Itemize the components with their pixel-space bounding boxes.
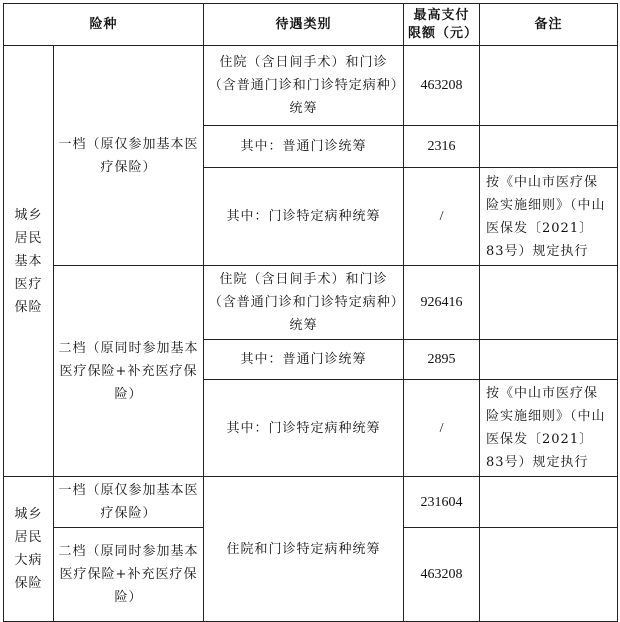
benefit-type-cell: 其中：门诊特定病种统筹	[204, 168, 404, 266]
table-row	[4, 477, 618, 528]
remark-cell	[480, 528, 618, 622]
payment-limit-cell: 463208	[404, 528, 480, 622]
critical-tier2-label: 二档（原同时参加基本医疗保险+补充医疗保险）	[54, 528, 204, 622]
table-row	[4, 266, 618, 340]
insurance-benefit-table	[3, 3, 618, 622]
payment-limit-cell: /	[404, 380, 480, 477]
basic-tier2-label: 二档（原同时参加基本医疗保险+补充医疗保险）	[54, 266, 204, 477]
benefit-type-cell: 住院（含日间手术）和门诊（含普通门诊和门诊特定病种）统筹	[204, 266, 404, 340]
benefit-type-cell: 其中：门诊特定病种统筹	[204, 380, 404, 477]
header-remarks: 备注	[480, 4, 618, 46]
payment-limit-cell: 2895	[404, 340, 480, 380]
payment-limit-cell: 231604	[404, 477, 480, 528]
payment-limit-cell: /	[404, 168, 480, 266]
remark-cell	[480, 477, 618, 528]
header-benefit-category: 待遇类别	[204, 4, 404, 46]
payment-limit-cell: 926416	[404, 266, 480, 340]
remark-cell: 按《中山市医疗保险实施细则》（中山医保发〔2021〕83号）规定执行	[480, 168, 618, 266]
remark-cell: 按《中山市医疗保险实施细则》（中山医保发〔2021〕83号）规定执行	[480, 380, 618, 477]
remark-cell	[480, 266, 618, 340]
benefit-type-cell: 其中：普通门诊统筹	[204, 126, 404, 168]
header-row	[4, 4, 618, 46]
basic-insurance-category: 城乡居民基本医疗保险	[4, 46, 54, 477]
remark-cell	[480, 46, 618, 126]
header-max-payment-limit: 最高支付限额（元）	[404, 4, 480, 46]
table-row	[4, 46, 618, 126]
payment-limit-cell: 463208	[404, 46, 480, 126]
critical-insurance-category: 城乡居民大病保险	[4, 477, 54, 622]
benefit-type-cell: 其中：普通门诊统筹	[204, 340, 404, 380]
payment-limit-cell: 2316	[404, 126, 480, 168]
basic-tier1-label: 一档（原仅参加基本医疗保险）	[54, 46, 204, 266]
benefit-type-cell: 住院（含日间手术）和门诊（含普通门诊和门诊特定病种）统筹	[204, 46, 404, 126]
remark-cell	[480, 126, 618, 168]
critical-tier1-label: 一档（原仅参加基本医疗保险）	[54, 477, 204, 528]
header-insurance-type: 险种	[4, 4, 204, 46]
remark-cell	[480, 340, 618, 380]
critical-benefit-type: 住院和门诊特定病种统筹	[204, 477, 404, 622]
